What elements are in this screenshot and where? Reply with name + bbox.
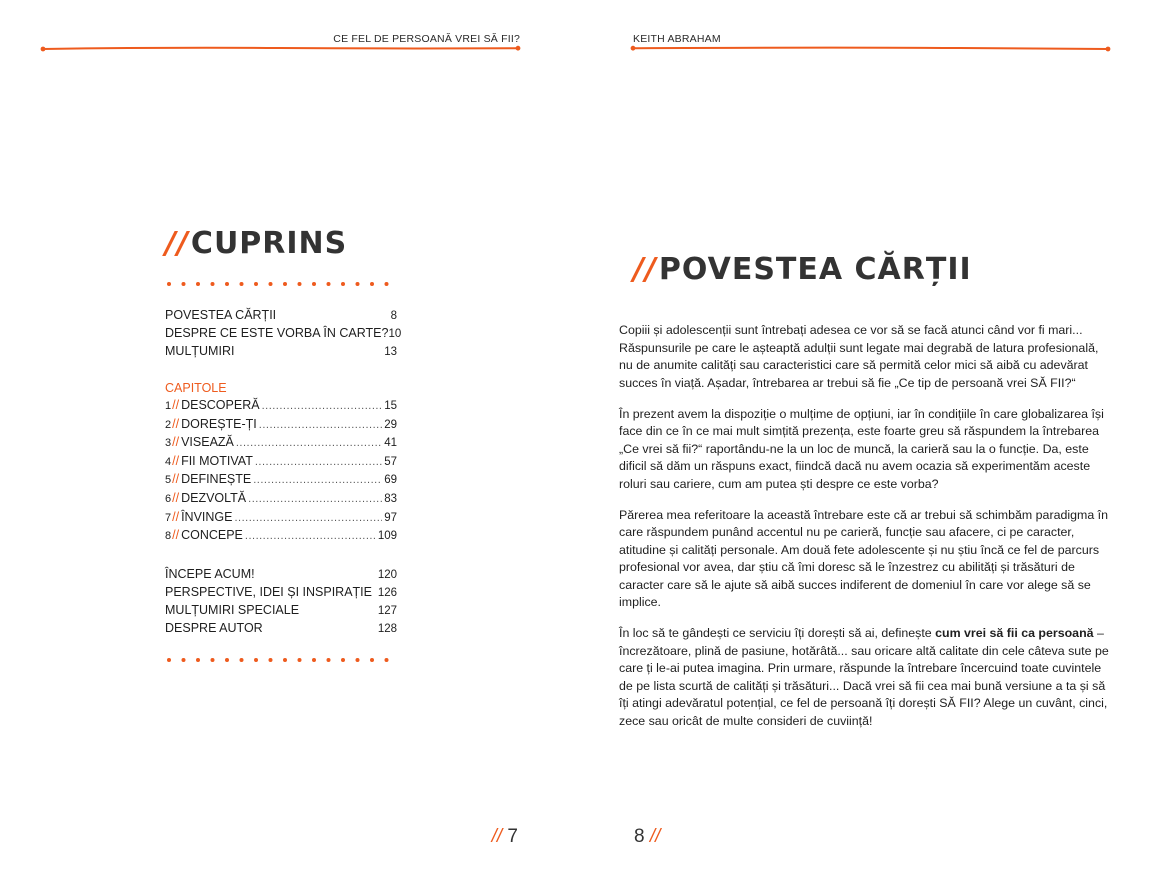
toc-entry[interactable]: ÎNCEPE ACUM! 120 <box>165 567 397 581</box>
toc-entry[interactable]: PERSPECTIVE, IDEI ȘI INSPIRAȚIE 126 <box>165 585 397 599</box>
page-number-left: // 7 <box>491 826 518 847</box>
chapter-title-text: POVESTEA CĂRȚII <box>658 252 972 287</box>
chapter-entry[interactable]: 7 // ÎNVINGE ..... 97 <box>165 509 397 528</box>
toc-front-matter <box>165 307 402 361</box>
toc-title-text: CUPRINS <box>190 226 348 261</box>
title-slash-mark: // <box>165 226 189 261</box>
chapter-entry[interactable]: 1 // DESCOPERĂ ..... 15 <box>165 397 397 416</box>
paragraph: În prezent avem la dispoziție o mulțime de opțiuni, iar în condițiile în care globalizarea își face din ce în ce mai mult simțită prezența, este foarte greu să răspundem la întrebarea „Ce vrei să fii?“ raportându-ne la un loc de muncă, la carieră sau la o funcție. Da, este dificil să dăm un răspuns exact, fiindcă dacă nu avem ocazia să experimentăm aceste roluri sau cariere, cum am putea ști despre ce este vorba? <box>619 406 1104 491</box>
dotted-divider-bottom <box>166 657 396 663</box>
chapter-entry[interactable]: 6 // DEZVOLTĂ ..... 83 <box>165 490 397 509</box>
chapters-heading: CAPITOLE <box>165 381 227 395</box>
chapter-entry[interactable]: 5 // DEFINEȘTE ..... 69 <box>165 471 397 490</box>
paragraph: În loc să te gândești ce serviciu îți dorești să ai, definește cum vrei să fii ca persoană – încrezătoare, plină de pasiune, hotărâtă... sau oricare altă calitate din cele câteva sute pe care ți le-ai putea imagina. Prin urmare, răspunde la întrebare încercuind toate cuvintele de pe lista scurtă de calități și trăsături... Dacă vrei să fii cea mai bună versiune a ta și să îți atingi adevăratul potențial, ce fel de persoană îți dorești SĂ FII? Alege un cuvânt, cinci, zece sau oricât de multe consideri de cuviință! <box>619 626 1109 728</box>
toc-chapters <box>165 380 397 546</box>
emphasis-text: cum vrei să fii ca persoană <box>935 626 1094 640</box>
header-rule-left <box>40 43 522 53</box>
chapter-entry[interactable]: 2 // DOREȘTE-ȚI ..... 29 <box>165 416 397 435</box>
toc-title <box>165 226 347 261</box>
chapter-entry[interactable]: 8 // CONCEPE ..... 109 <box>165 527 397 546</box>
chapter-entry[interactable]: 3 // VISEAZĂ ..... 41 <box>165 434 397 453</box>
toc-back-matter <box>165 566 397 638</box>
chapter-entry[interactable]: 4 // FII MOTIVAT ..... 57 <box>165 453 397 472</box>
title-slash-mark: // <box>633 252 657 287</box>
toc-entry[interactable]: DESPRE CE ESTE VORBA ÎN CARTE? 10 <box>165 326 402 340</box>
header-rule-right <box>630 43 1112 53</box>
right-page <box>578 0 1156 875</box>
toc-entry[interactable]: POVESTEA CĂRȚII 8 <box>165 308 397 322</box>
paragraph: Părerea mea referitoare la această întrebare este că ar trebui să schimbăm paradigma în care răspundem punând accentul nu pe carieră, funcție sau afacere, ci pe caracter, atitudine și calități personale. Am două fete adolescente și nu știu încă ce fel de parcurs profesional vor avea, dar știu că îmi doresc să le înzestrez cu abilități și trăsături de caracter care să le ajute să aibă succes indiferent de domeniul în care vor alege să se implice. <box>619 507 1108 609</box>
toc-entry[interactable]: DESPRE AUTOR 128 <box>165 621 397 635</box>
dotted-divider-top <box>166 281 396 287</box>
running-head-right: KEITH ABRAHAM <box>633 33 721 45</box>
toc-entry[interactable]: MULȚUMIRI 13 <box>165 344 397 358</box>
running-head-left: CE FEL DE PERSOANĂ VREI SĂ FII? <box>333 33 520 45</box>
body-text <box>619 322 1114 744</box>
page-number-right: 8 // <box>634 826 661 847</box>
toc-entry[interactable]: MULȚUMIRI SPECIALE 127 <box>165 603 397 617</box>
chapter-title <box>633 252 972 287</box>
paragraph: Copiii și adolescenții sunt întrebați adesea ce vor să se facă atunci când vor fi mari... Răspunsurile pe care le așteaptă adulții sunt legate mai degrabă de latura profesională, nu de anumite calități sau caracteristici care să permită celor mici să aibă cu adevărat succes în viață. Așadar, întrebarea ar trebui să fie „Ce tip de persoană vrei SĂ FII?“ <box>619 323 1099 390</box>
